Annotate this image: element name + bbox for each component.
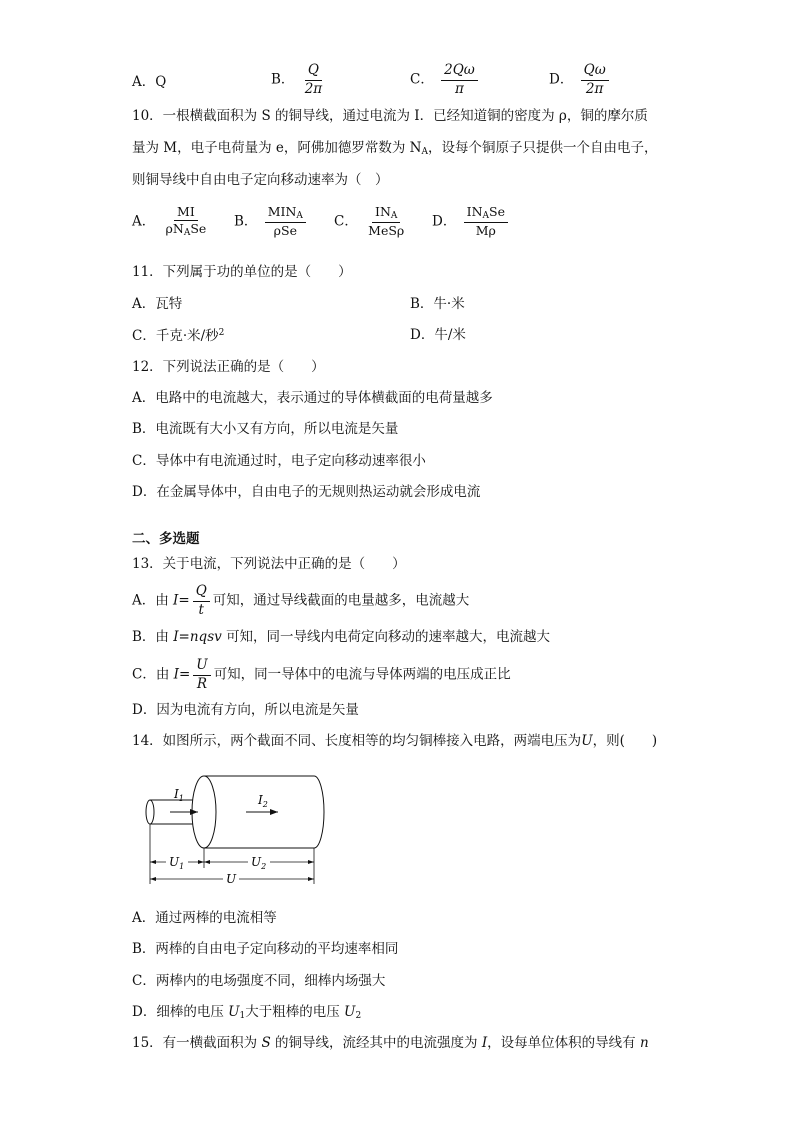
q9-d-fraction: $\frac{Q\omega}{2\pi}$	[581, 63, 609, 97]
q13-option-a: A．由 I= $\frac{Q}{t}$ 可知，通过导线截面的电量越多，电流越大	[132, 583, 470, 618]
thin-rod-end	[146, 800, 154, 824]
q9-option-c: C． $\frac{2Q\omega}{\pi}$	[410, 63, 481, 97]
q11-option-a: A．瓦特	[132, 296, 183, 312]
q12-option-a: A．电路中的电流越大，表示通过的导体横截面的电荷量越多	[132, 390, 493, 406]
q10-c-fraction: $\frac{IN_A}{\text{MeSρ}}$	[368, 204, 405, 239]
q14-stem: 14．如图所示，两个截面不同、长度相等的均匀铜棒接入电路，两端电压为U，则( )	[132, 733, 658, 749]
q9-option-d: D． $\frac{Q\omega}{2\pi}$	[549, 63, 612, 97]
q11-stem: 11．下列属于功的单位的是（ ）	[132, 264, 352, 280]
dim-u2-head-left	[204, 860, 210, 864]
label-u: U	[226, 872, 237, 886]
dim-u1-head-right	[198, 860, 204, 864]
q10-option-c: C． $\frac{IN_A}{\text{MeSρ}}$	[334, 205, 410, 239]
current-arrow-2-head	[270, 809, 278, 815]
q9-b-fraction: $\frac{Q}{2\pi}$	[304, 62, 323, 97]
q13-option-c: C．由 I= $\frac{U}{R}$ 可知，同一导体中的电流与导体两端的电压成正比	[132, 657, 511, 692]
thick-rod-back-arc	[314, 776, 324, 848]
label-u2: $U_2$	[251, 855, 267, 871]
q14-option-b: B．两棒的自由电子定向移动的平均速率相同	[132, 941, 399, 957]
q10-a-fraction: $\frac{MI}{\rho N_ASe}$	[165, 204, 207, 239]
q10-b-fraction: $\frac{MIN_A}{\text{ρSe}}$	[265, 205, 306, 239]
q10-option-b: B． $\frac{MIN_A}{\text{ρSe}}$	[234, 205, 309, 239]
q10-stem-line-2: 量为 M，电子电荷量为 e，阿佛加德罗常数为 $N_A$，设每个铜原子只提供一个自由电子，	[132, 140, 658, 157]
section-heading-multi-choice: 二、多选题	[132, 531, 200, 547]
dim-u1-head-left	[150, 860, 156, 864]
dim-u2-head-right	[308, 860, 314, 864]
q10-stem-line-1: 10．一根横截面积为 S 的铜导线，通过电流为 I．已经知道铜的密度为 ρ，铜的摩尔质	[132, 108, 648, 124]
q10-stem-line-3: 则铜导线中自由电子定向移动速率为（ ）	[132, 172, 389, 188]
q12-option-d: D．在金属导体中，自由电子的无规则热运动就会形成电流	[132, 484, 481, 500]
q11-option-b: B．牛·米	[410, 296, 465, 312]
q13-option-d: D．因为电流有方向，所以电流是矢量	[132, 702, 359, 718]
q12-stem: 12．下列说法正确的是（ ）	[132, 359, 325, 375]
dim-u-head-right	[308, 877, 314, 881]
label-u1: $U_1$	[169, 855, 185, 871]
q14-option-d: D．细棒的电压 $U_1$大于粗棒的电压 $U_2$	[132, 1004, 362, 1021]
q13-option-b: B．由 I=nqsv 可知，同一导线内电荷定向移动的速率越大，电流越大	[132, 629, 551, 645]
q14-option-c: C．两棒内的电场强度不同，细棒内场强大	[132, 973, 386, 989]
q9-c-fraction: $\frac{2Q\omega}{\pi}$	[441, 63, 478, 97]
q11-option-d: D．牛/米	[410, 327, 466, 343]
label-i1: $I_1$	[174, 787, 184, 803]
q15-stem: 15．有一横截面积为 S 的铜导线，流经其中的电流强度为 I，设每单位体积的导线有 n	[132, 1035, 649, 1051]
q13-a-fraction: $\frac{Q}{t}$	[193, 584, 210, 618]
q9-option-a: A．Q	[132, 74, 167, 90]
label-i2: $I_2$	[258, 793, 268, 809]
q10-option-a: A． $\frac{MI}{\rho N_ASe}$	[132, 205, 212, 239]
q13-stem: 13．关于电流，下列说法中正确的是（ ）	[132, 556, 406, 572]
copper-rods-figure	[138, 768, 338, 888]
q13-c-fraction: $\frac{U}{R}$	[193, 658, 210, 692]
dim-u-head-left	[150, 877, 156, 881]
q12-option-c: C．导体中有电流通过时，电子定向移动速率很小	[132, 453, 426, 469]
q9-option-b: B． $\frac{Q}{2\pi}$	[271, 63, 328, 97]
q14-option-a: A．通过两棒的电流相等	[132, 910, 277, 926]
q10-d-fraction: $\frac{IN_ASe}{M\rho}$	[464, 205, 508, 239]
q11-option-c: C．千克·米/秒$^2$	[132, 328, 225, 344]
q12-option-b: B．电流既有大小又有方向，所以电流是矢量	[132, 421, 399, 437]
q10-option-d: D． $\frac{IN_ASe}{M\rho}$	[432, 205, 511, 239]
